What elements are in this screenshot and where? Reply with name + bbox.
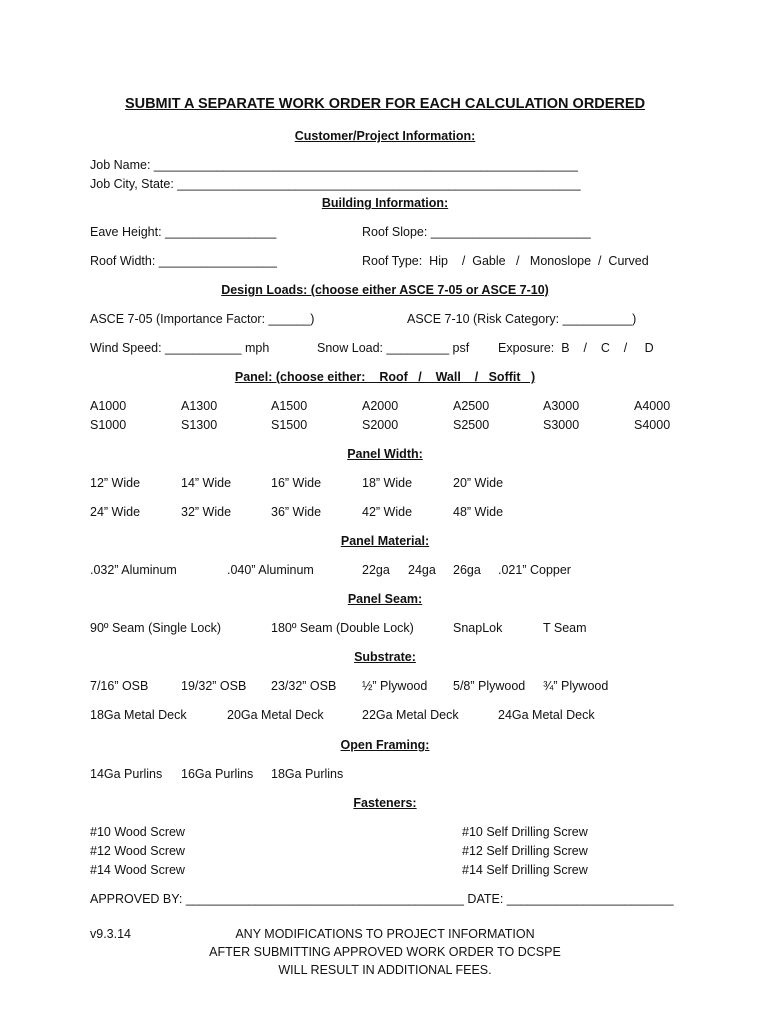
wood-screw-option[interactable]: #10 Wood Screw	[90, 825, 185, 839]
panel-material-option[interactable]: .040” Aluminum	[227, 563, 314, 577]
panel-material-option[interactable]: 26ga	[453, 563, 481, 577]
panel-option[interactable]: A1300	[181, 399, 218, 413]
panel-seam-header: Panel Seam:	[347, 592, 423, 606]
panel-width-option[interactable]: 12” Wide	[90, 476, 141, 490]
panel-option[interactable]: A2500	[453, 399, 490, 413]
substrate-header: Substrate:	[354, 650, 416, 664]
building-header: Building Information:	[321, 196, 449, 210]
self-drilling-screw-option[interactable]: #14 Self Drilling Screw	[462, 863, 588, 877]
wood-screw-option[interactable]: #14 Wood Screw	[90, 863, 185, 877]
panel-option[interactable]: S1000	[90, 418, 127, 432]
snow-load-field[interactable]: Snow Load: _________ psf	[317, 341, 470, 355]
wind-speed-field[interactable]: Wind Speed: ___________ mph	[90, 341, 270, 355]
panel-option[interactable]: S4000	[634, 418, 671, 432]
panel-material-option[interactable]: 24ga	[408, 563, 436, 577]
customer-header: Customer/Project Information:	[294, 129, 476, 143]
roof-slope-field[interactable]: Roof Slope: _______________________	[362, 225, 591, 239]
panel-width-option[interactable]: 24” Wide	[90, 505, 141, 519]
approval-line[interactable]: APPROVED BY: ________________________________________ DATE: ________________________	[90, 892, 674, 906]
job-city-field[interactable]: Job City, State: __________________________________________________________	[90, 177, 581, 191]
panel-width-option[interactable]: 32” Wide	[181, 505, 232, 519]
open-framing-header: Open Framing:	[340, 738, 430, 752]
panel-width-option[interactable]: 14” Wide	[181, 476, 232, 490]
substrate-option[interactable]: 7/16” OSB	[90, 679, 149, 693]
panel-header: Panel: (choose either: Roof / Wall / Soffit )	[234, 370, 536, 384]
version-label: v9.3.14	[90, 927, 132, 941]
fasteners-header: Fasteners:	[353, 796, 417, 810]
substrate-option[interactable]: 19/32” OSB	[181, 679, 247, 693]
panel-width-option[interactable]: 20” Wide	[453, 476, 504, 490]
panel-width-option[interactable]: 18” Wide	[362, 476, 413, 490]
open-framing-option[interactable]: 16Ga Purlins	[181, 767, 254, 781]
wood-screw-option[interactable]: #12 Wood Screw	[90, 844, 185, 858]
panel-material-option[interactable]: 22ga	[362, 563, 390, 577]
panel-seam-option[interactable]: 180º Seam (Double Lock)	[271, 621, 414, 635]
fee-notice-line: ANY MODIFICATIONS TO PROJECT INFORMATION	[235, 927, 535, 941]
panel-option[interactable]: S2500	[453, 418, 490, 432]
substrate-option[interactable]: 24Ga Metal Deck	[498, 708, 595, 722]
substrate-option[interactable]: ¾” Plywood	[543, 679, 609, 693]
fee-notice-line: AFTER SUBMITTING APPROVED WORK ORDER TO DCSPE	[209, 945, 561, 959]
panel-seam-option[interactable]: 90º Seam (Single Lock)	[90, 621, 222, 635]
fee-notice-line: WILL RESULT IN ADDITIONAL FEES.	[278, 963, 492, 977]
job-name-field[interactable]: Job Name: _____________________________________________________________	[90, 158, 578, 172]
panel-option[interactable]: S3000	[543, 418, 580, 432]
panel-option[interactable]: S2000	[362, 418, 399, 432]
substrate-option[interactable]: 23/32” OSB	[271, 679, 337, 693]
self-drilling-screw-option[interactable]: #12 Self Drilling Screw	[462, 844, 588, 858]
roof-type-options[interactable]: Roof Type: Hip / Gable / Monoslope / Curved	[362, 254, 649, 268]
asce-710-field[interactable]: ASCE 7-10 (Risk Category: __________)	[407, 312, 637, 326]
panel-seam-option[interactable]: T Seam	[543, 621, 587, 635]
panel-option[interactable]: A1000	[90, 399, 127, 413]
panel-option[interactable]: S1300	[181, 418, 218, 432]
panel-option[interactable]: A1500	[271, 399, 308, 413]
panel-option[interactable]: S1500	[271, 418, 308, 432]
design-loads-header: Design Loads: (choose either ASCE 7-05 or ASCE 7-10)	[221, 283, 549, 297]
exposure-options[interactable]: Exposure: B / C / D	[498, 341, 654, 355]
substrate-option[interactable]: ½” Plywood	[362, 679, 428, 693]
panel-option[interactable]: A4000	[634, 399, 671, 413]
panel-seam-option[interactable]: SnapLok	[453, 621, 503, 635]
panel-option[interactable]: A3000	[543, 399, 580, 413]
open-framing-option[interactable]: 18Ga Purlins	[271, 767, 344, 781]
substrate-option[interactable]: 18Ga Metal Deck	[90, 708, 187, 722]
page-title: SUBMIT A SEPARATE WORK ORDER FOR EACH CALCULATION ORDERED	[124, 96, 646, 112]
panel-material-header: Panel Material:	[340, 534, 430, 548]
panel-width-option[interactable]: 36” Wide	[271, 505, 322, 519]
panel-option[interactable]: A2000	[362, 399, 399, 413]
open-framing-option[interactable]: 14Ga Purlins	[90, 767, 163, 781]
panel-material-option[interactable]: .021” Copper	[498, 563, 571, 577]
panel-width-option[interactable]: 42” Wide	[362, 505, 413, 519]
roof-width-field[interactable]: Roof Width: _________________	[90, 254, 277, 268]
substrate-option[interactable]: 5/8” Plywood	[453, 679, 526, 693]
eave-height-field[interactable]: Eave Height: ________________	[90, 225, 277, 239]
panel-material-option[interactable]: .032” Aluminum	[90, 563, 177, 577]
substrate-option[interactable]: 20Ga Metal Deck	[227, 708, 324, 722]
panel-width-header: Panel Width:	[347, 447, 423, 461]
panel-width-option[interactable]: 16” Wide	[271, 476, 322, 490]
panel-width-option[interactable]: 48” Wide	[453, 505, 504, 519]
substrate-option[interactable]: 22Ga Metal Deck	[362, 708, 459, 722]
asce-705-field[interactable]: ASCE 7-05 (Importance Factor: ______)	[90, 312, 315, 326]
self-drilling-screw-option[interactable]: #10 Self Drilling Screw	[462, 825, 588, 839]
